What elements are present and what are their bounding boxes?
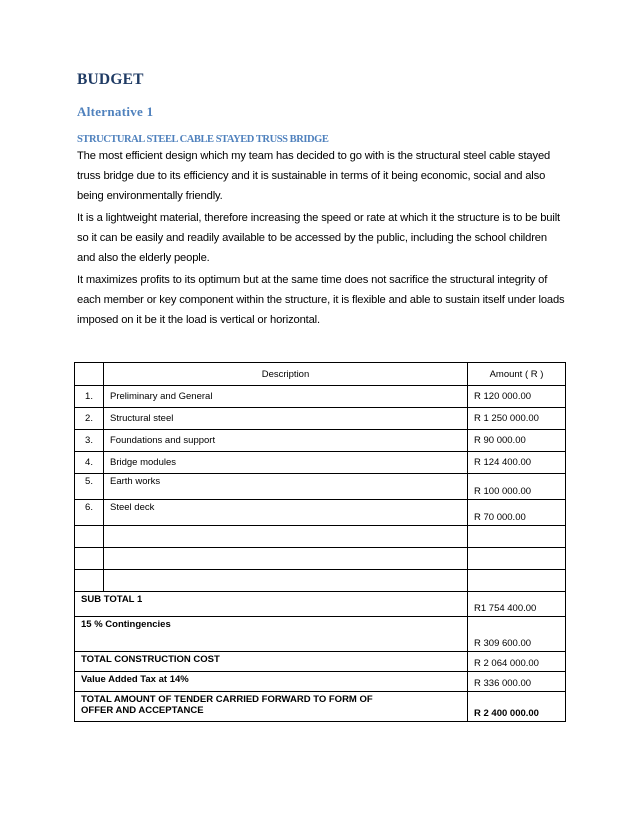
- row-amount: R 120 000.00: [468, 386, 566, 408]
- paragraph-3: It maximizes profits to its optimum but at the same time does not sacrifice the structural integrity of each member or key component within the structure, it is flexible and able to sustain itself under loads imposed on it be it the load is vertical or horizontal.: [77, 274, 565, 326]
- tender-total-label: TOTAL AMOUNT OF TENDER CARRIED FORWARD TO FORM OF OFFER AND ACCEPTANCE: [75, 692, 468, 722]
- section-subtitle: STRUCTURAL STEEL CABLE STAYED TRUSS BRIDGE: [77, 134, 329, 145]
- page-title: BUDGET: [77, 71, 144, 88]
- construction-total-label: TOTAL CONSTRUCTION COST: [75, 652, 468, 672]
- row-description: Foundations and support: [104, 430, 468, 452]
- tender-total-row: [75, 692, 566, 722]
- row-description: Bridge modules: [104, 452, 468, 474]
- alternative-heading: Alternative 1: [77, 104, 154, 119]
- blank-row: [75, 526, 566, 548]
- blank-row: [75, 548, 566, 570]
- table-row: [75, 452, 566, 474]
- table-header-row: [75, 363, 566, 386]
- table-row: [75, 474, 566, 500]
- vat-label: Value Added Tax at 14%: [75, 672, 468, 692]
- construction-total-amount: R 2 064 000.00: [468, 652, 566, 672]
- tender-total-amount: R 2 400 000.00: [468, 692, 566, 722]
- table-row: [75, 386, 566, 408]
- row-amount: R 90 000.00: [468, 430, 566, 452]
- row-number: 5.: [75, 474, 104, 500]
- header-num: [75, 363, 104, 386]
- row-number: 2.: [75, 408, 104, 430]
- row-amount: R 100 000.00: [468, 474, 566, 500]
- row-number: 1.: [75, 386, 104, 408]
- table-row: [75, 500, 566, 526]
- row-description: Steel deck: [104, 500, 468, 526]
- row-number: 4.: [75, 452, 104, 474]
- table-row: [75, 430, 566, 452]
- paragraph-1: The most efficient design which my team has decided to go with is the structural steel cable stayed truss bridge due to its efficiency and it is sustainable in terms of it being economic, social and also being environmentally friendly.: [77, 150, 551, 202]
- row-description: Structural steel: [104, 408, 468, 430]
- row-amount: R 70 000.00: [468, 500, 566, 526]
- vat-row: [75, 672, 566, 692]
- header-amount: Amount ( R ): [468, 363, 566, 386]
- row-description: Earth works: [104, 474, 468, 500]
- vat-amount: R 336 000.00: [468, 672, 566, 692]
- row-description: Preliminary and General: [104, 386, 468, 408]
- row-number: 6.: [75, 500, 104, 526]
- paragraph-2: It is a lightweight material, therefore increasing the speed or rate at which it the structure is to be built so it can be easily and readily available to be accessed by the public, including the school children and also the elderly people.: [77, 212, 560, 264]
- budget-table: [74, 362, 566, 722]
- construction-total-row: [75, 652, 566, 672]
- table-row: [75, 408, 566, 430]
- header-description: Description: [104, 363, 468, 386]
- row-amount: R 124 400.00: [468, 452, 566, 474]
- blank-row: [75, 570, 566, 592]
- contingencies-label: 15 % Contingencies: [75, 617, 468, 652]
- contingencies-amount: R 309 600.00: [468, 617, 566, 652]
- row-number: 3.: [75, 430, 104, 452]
- contingencies-row: [75, 617, 566, 652]
- subtotal-label: SUB TOTAL 1: [75, 592, 468, 617]
- subtotal-amount: R1 754 400.00: [468, 592, 566, 617]
- row-amount: R 1 250 000.00: [468, 408, 566, 430]
- subtotal-row: [75, 592, 566, 617]
